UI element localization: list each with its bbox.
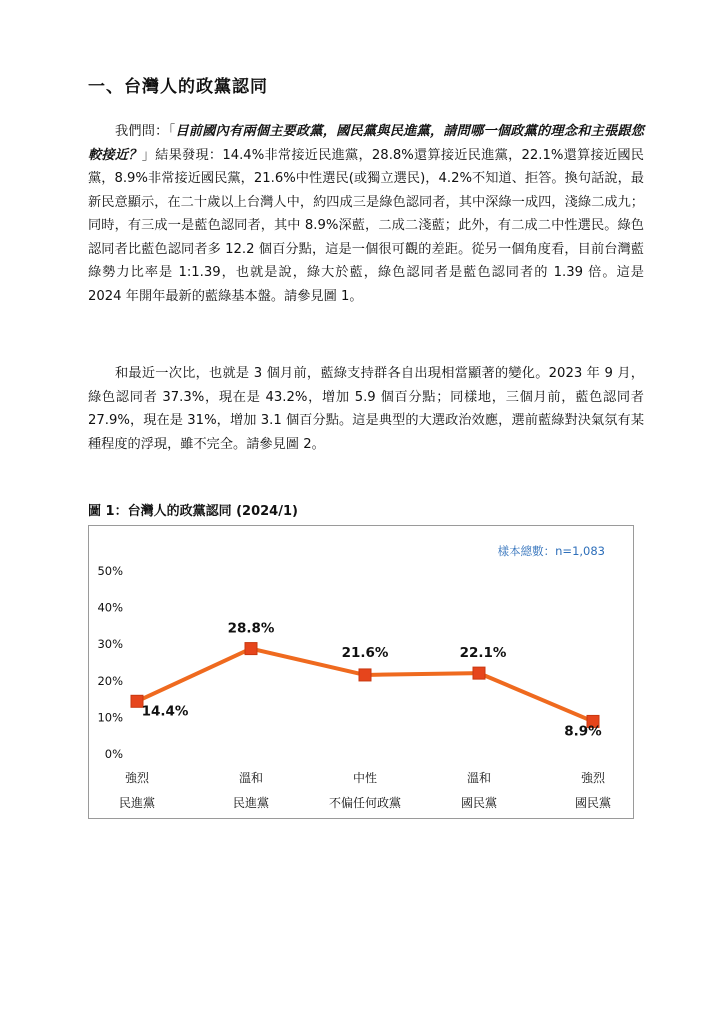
data-point-marker <box>359 669 371 681</box>
x-category-label: 強烈 <box>580 771 606 785</box>
y-tick-label: 40% <box>97 600 123 615</box>
x-category-label: 國民黨 <box>460 796 498 810</box>
y-tick-label: 0% <box>104 747 123 761</box>
x-category-label: 中性 <box>352 771 378 785</box>
data-label: 22.1% <box>459 645 507 662</box>
x-category-label: 民進黨 <box>118 796 156 810</box>
party-identity-line-chart <box>89 526 633 818</box>
data-point-marker <box>245 643 257 655</box>
data-point-marker <box>473 667 485 679</box>
figure-title: 圖 1：台灣人的政黨認同 (2024/1) <box>88 504 298 519</box>
chart-frame <box>88 525 634 819</box>
x-category-label: 不偏任何政黨 <box>328 796 402 810</box>
x-category-label: 國民黨 <box>574 796 612 810</box>
x-category-label: 強烈 <box>124 771 150 785</box>
x-category-label: 溫和 <box>238 771 264 785</box>
x-category-label: 民進黨 <box>232 796 270 810</box>
y-tick-label: 50% <box>97 564 123 578</box>
section-heading: 一、台灣人的政黨認同 <box>88 77 268 97</box>
data-label: 14.4% <box>141 703 189 720</box>
y-tick-label: 10% <box>97 710 123 725</box>
survey-question: 目前國內有兩個主要政黨，國民黨與民進黨，請問哪一個政黨的理念和主張跟您較接近？ <box>88 124 644 163</box>
paragraph-2: 和最近一次比，也就是 3 個月前，藍綠支持群各自出現相當顯著的變化。2023 年 9 月，綠色認同者 37.3%，現在是 43.2%，增加 5.9 個百分點；同樣地，三個月前，藍色認同者 27.9%，現在是 31%，增加 3.1 個百分點。這是典型的大選政治效應，選前藍綠對決氣氛有某種程度的浮現，雖不完全。請參見圖 2。 <box>88 366 644 452</box>
data-label: 21.6% <box>341 644 389 661</box>
y-tick-label: 20% <box>97 673 123 688</box>
y-tick-label: 30% <box>97 637 123 652</box>
data-label: 28.8% <box>227 620 275 637</box>
data-label: 8.9% <box>564 723 602 740</box>
x-category-label: 溫和 <box>466 771 492 785</box>
sample-size-note: 樣本總數：n=1,083 <box>497 544 605 558</box>
para1-body: 」結果發現：14.4%非常接近民進黨，28.8%還算接近民進黨，22.1%還算接近國民黨，8.9%非常接近國民黨，21.6%中性選民(或獨立選民)，4.2%不知道、拒答。換句話說，最新民意顯示，在二十歲以上台灣人中，約四成三是綠色認同者，其中深綠一成四，淺綠二成九；同時，有三成一是藍色認同者，其中 8.9%深藍，二成二淺藍；此外，有二成二中性選民。綠色認同者比藍色認同者多 12.2 個百分點，這是一個很可觀的差距。從另一個角度看，目前台灣藍綠勢力比率是 1:1.39，也就是說，綠大於藍，綠色認同者是藍色認同者的 1.39 倍。這是 2024 年開年最新的藍綠基本盤。請參見圖 1。 <box>88 147 644 304</box>
para1-lead: 我們問：「 <box>115 124 176 139</box>
paragraph-1 <box>88 120 644 308</box>
